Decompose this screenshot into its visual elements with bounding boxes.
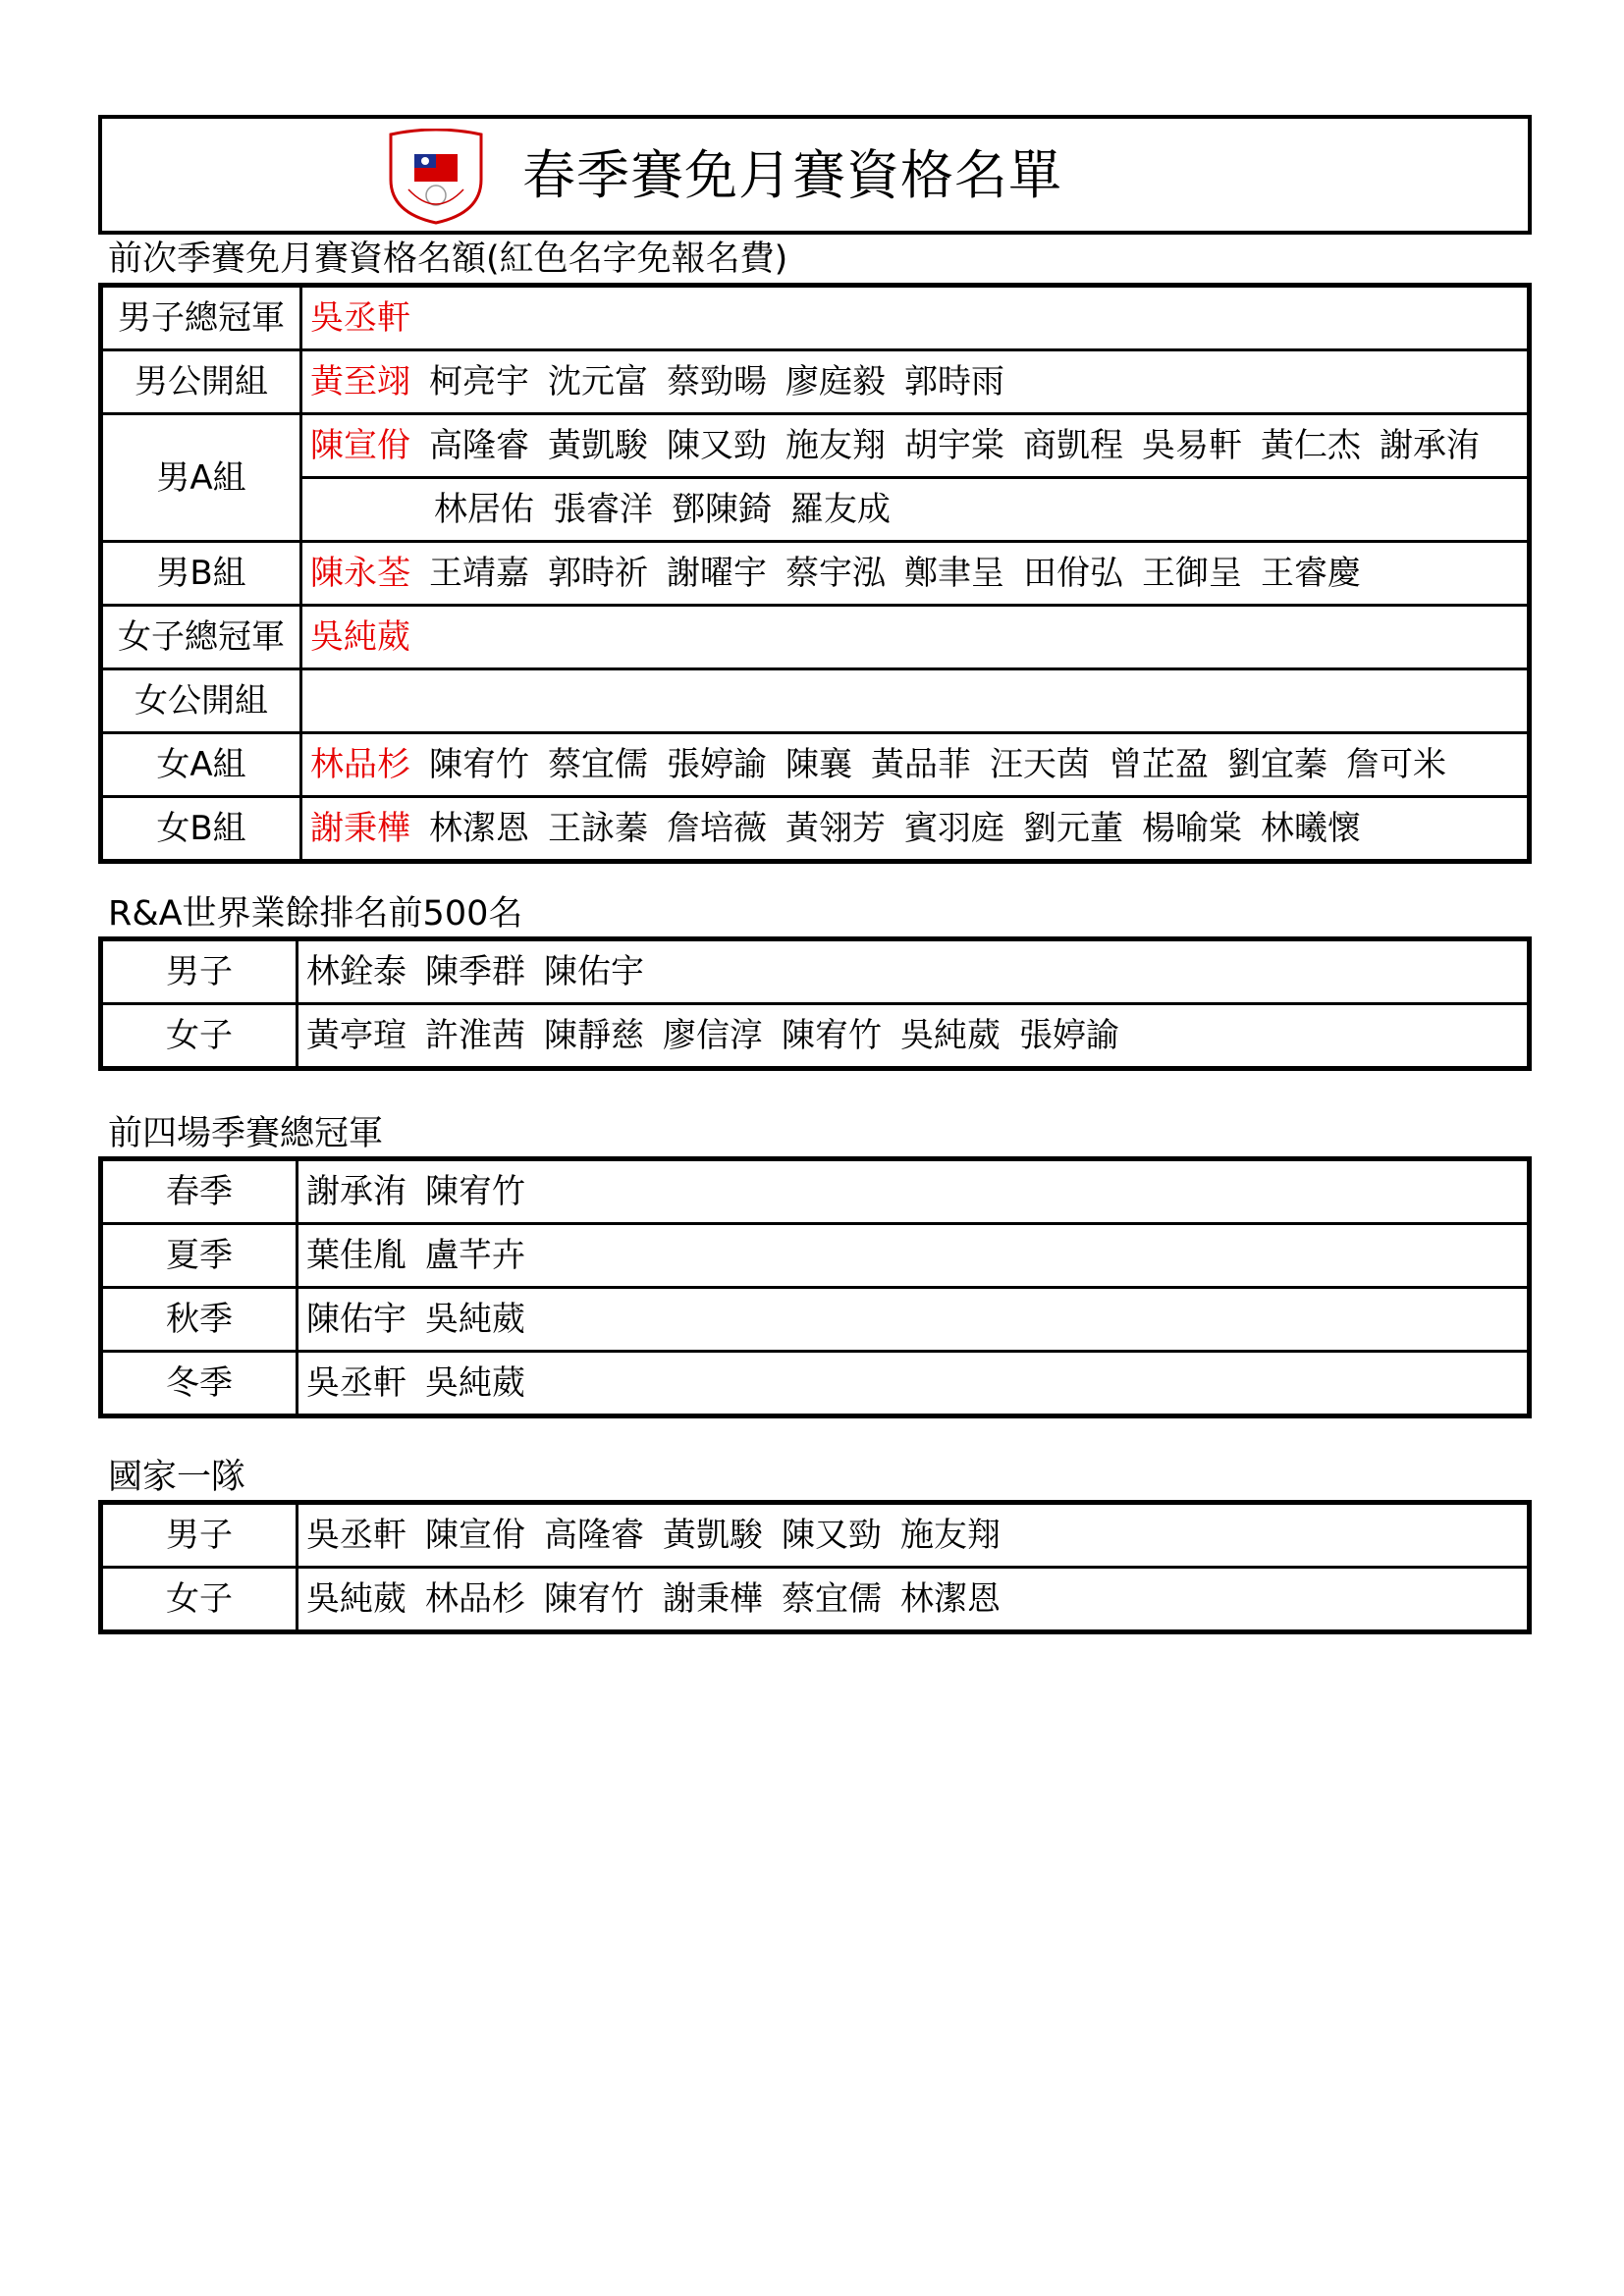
- table-row: [101, 1159, 1530, 1224]
- names-cell: [301, 669, 1530, 733]
- player-name: 許淮茜: [425, 1016, 525, 1055]
- player-name: 陳宥竹: [544, 1579, 644, 1619]
- player-name: 陳又勁: [782, 1516, 882, 1555]
- player-name: 鄧陳錡: [672, 490, 772, 529]
- player-name: 黃品菲: [871, 745, 971, 784]
- table-row: [101, 1004, 1530, 1069]
- player-name: 陳佑宇: [306, 1300, 406, 1339]
- category-cell: 夏季: [101, 1224, 298, 1288]
- player-name: 郭時祈: [548, 554, 648, 593]
- player-name: 王詠蓁: [548, 809, 648, 848]
- names-cell: [298, 1159, 1530, 1224]
- player-name: 王睿慶: [1261, 554, 1361, 593]
- player-name: 謝承洧: [1380, 426, 1480, 465]
- player-name: 黃亭瑄: [306, 1016, 406, 1055]
- section-label-national: 國家一隊: [108, 1458, 246, 1497]
- table-row: [101, 939, 1530, 1004]
- player-name: 吳丞軒: [306, 1516, 406, 1555]
- player-name: 王靖嘉: [429, 554, 529, 593]
- names-cell: [298, 1288, 1530, 1352]
- player-name: 林曦懷: [1261, 809, 1361, 848]
- names-cell: [301, 478, 1530, 542]
- player-name: 張婷諭: [1019, 1016, 1119, 1055]
- names-cell: [298, 1352, 1530, 1416]
- player-name: 王御呈: [1142, 554, 1242, 593]
- player-name: 吳純葳: [310, 617, 410, 657]
- player-name: 林居佑: [434, 490, 534, 529]
- names-cell: [301, 733, 1530, 797]
- table-row: [101, 542, 1530, 606]
- table-row: [101, 1568, 1530, 1632]
- category-cell: 秋季: [101, 1288, 298, 1352]
- player-name: 劉元董: [1023, 809, 1123, 848]
- player-name: 蔡宇泓: [785, 554, 886, 593]
- player-name: 蔡宜儒: [782, 1579, 882, 1619]
- table-row: [101, 1503, 1530, 1568]
- category-cell: 女A組: [101, 733, 301, 797]
- player-name: 盧芊卉: [425, 1236, 525, 1275]
- names-cell: [298, 1503, 1530, 1568]
- section-label-ra: R&A世界業餘排名前500名: [108, 894, 523, 934]
- player-name: 張睿洋: [553, 490, 653, 529]
- category-cell: 男公開組: [101, 350, 301, 414]
- player-name: 柯亮宇: [429, 362, 529, 401]
- category-cell: 女公開組: [101, 669, 301, 733]
- player-name: 劉宜蓁: [1227, 745, 1327, 784]
- ra-table: [98, 936, 1532, 1071]
- player-name: 郭時雨: [904, 362, 1004, 401]
- names-cell: [298, 1224, 1530, 1288]
- category-cell: 男子總冠軍: [101, 286, 301, 350]
- category-cell: 女子: [101, 1568, 298, 1632]
- player-name: 陳宥竹: [429, 745, 529, 784]
- player-name: 林潔恩: [429, 809, 529, 848]
- player-name: 詹可米: [1346, 745, 1446, 784]
- table-row: [101, 1352, 1530, 1416]
- names-cell: [301, 542, 1530, 606]
- player-name: 沈元富: [548, 362, 648, 401]
- player-name: 詹培薇: [667, 809, 767, 848]
- player-name: 廖信淳: [663, 1016, 763, 1055]
- names-cell: [298, 1004, 1530, 1069]
- category-cell: 春季: [101, 1159, 298, 1224]
- player-name: 林潔恩: [900, 1579, 1001, 1619]
- player-name: 吳丞軒: [306, 1363, 406, 1403]
- player-name: 謝秉樺: [310, 809, 410, 848]
- player-name: 陳靜慈: [544, 1016, 644, 1055]
- section-label-seasons: 前四場季賽總冠軍: [108, 1114, 384, 1153]
- player-name: 曾芷盈: [1109, 745, 1209, 784]
- player-name: 葉佳胤: [306, 1236, 406, 1275]
- player-name: 陳季群: [425, 952, 525, 991]
- player-name: 胡宇棠: [904, 426, 1004, 465]
- table-row: [101, 414, 1530, 478]
- table-row: [101, 606, 1530, 669]
- table-row: [101, 478, 1530, 542]
- player-name: 謝秉樺: [663, 1579, 763, 1619]
- table-row: [101, 669, 1530, 733]
- category-cell: 冬季: [101, 1352, 298, 1416]
- player-name: 高隆睿: [544, 1516, 644, 1555]
- player-name: 謝承洧: [306, 1172, 406, 1211]
- category-cell: 女子總冠軍: [101, 606, 301, 669]
- table-row: [101, 1288, 1530, 1352]
- player-name: 羅友成: [790, 490, 891, 529]
- player-name: 吳純葳: [425, 1363, 525, 1403]
- player-name: 黃至翊: [310, 362, 410, 401]
- player-name: 林銓泰: [306, 952, 406, 991]
- player-name: 黃凱駿: [548, 426, 648, 465]
- player-name: 陳宥竹: [425, 1172, 525, 1211]
- player-name: 楊喻棠: [1142, 809, 1242, 848]
- category-cell: 男B組: [101, 542, 301, 606]
- player-name: 吳丞軒: [310, 298, 410, 338]
- names-cell: [301, 797, 1530, 862]
- table-row: [101, 1224, 1530, 1288]
- player-name: 施友翔: [900, 1516, 1001, 1555]
- names-cell: [298, 1568, 1530, 1632]
- player-name: 商凱程: [1023, 426, 1123, 465]
- title-box: [98, 115, 1532, 235]
- category-cell: 男子: [101, 1503, 298, 1568]
- player-name: 陳襄: [785, 745, 852, 784]
- player-name: 蔡宜儒: [548, 745, 648, 784]
- player-name: 陳永荃: [310, 554, 410, 593]
- player-name: 林品杉: [425, 1579, 525, 1619]
- names-cell: [301, 350, 1530, 414]
- player-name: 鄭聿呈: [904, 554, 1004, 593]
- player-name: 張婷諭: [667, 745, 767, 784]
- association-logo-icon: [387, 129, 485, 225]
- names-cell: [301, 606, 1530, 669]
- table-row: [101, 797, 1530, 862]
- category-cell: 女子: [101, 1004, 298, 1069]
- player-name: 賓羽庭: [904, 809, 1004, 848]
- player-name: 陳又勁: [667, 426, 767, 465]
- category-cell: 男A組: [101, 414, 301, 542]
- player-name: 吳純葳: [900, 1016, 1001, 1055]
- player-name: 黃翎芳: [785, 809, 886, 848]
- page-title: 春季賽免月賽資格名單: [522, 144, 1062, 206]
- player-name: 陳宥竹: [782, 1016, 882, 1055]
- player-name: 高隆睿: [429, 426, 529, 465]
- category-cell: 男子: [101, 939, 298, 1004]
- player-name: 廖庭毅: [785, 362, 886, 401]
- player-name: 黃凱駿: [663, 1516, 763, 1555]
- player-name: 謝曜宇: [667, 554, 767, 593]
- previous-table: [98, 283, 1532, 864]
- player-name: 陳宣佾: [425, 1516, 525, 1555]
- player-name: 吳易軒: [1142, 426, 1242, 465]
- player-name: 汪天茵: [990, 745, 1090, 784]
- player-name: 蔡勁暘: [667, 362, 767, 401]
- player-name: 田佾弘: [1023, 554, 1123, 593]
- player-name: 陳宣佾: [310, 426, 410, 465]
- player-name: 施友翔: [785, 426, 886, 465]
- seasons-table: [98, 1156, 1532, 1418]
- player-name: 陳佑宇: [544, 952, 644, 991]
- names-cell: [298, 939, 1530, 1004]
- national-table: [98, 1500, 1532, 1634]
- table-row: [101, 733, 1530, 797]
- names-cell: [301, 286, 1530, 350]
- table-row: [101, 286, 1530, 350]
- section-label-previous: 前次季賽免月賽資格名額(紅色名字免報名費): [108, 240, 788, 279]
- player-name: 吳純葳: [306, 1579, 406, 1619]
- player-name: 吳純葳: [425, 1300, 525, 1339]
- player-name: 黃仁杰: [1261, 426, 1361, 465]
- player-name: 林品杉: [310, 745, 410, 784]
- table-row: [101, 350, 1530, 414]
- category-cell: 女B組: [101, 797, 301, 862]
- names-cell: [301, 414, 1530, 478]
